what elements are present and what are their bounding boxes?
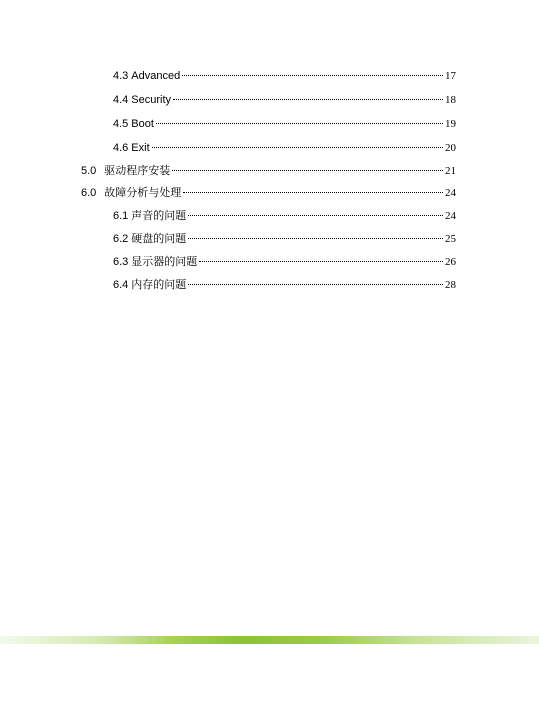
toc-entry-number: 6.3	[113, 256, 129, 268]
toc-entry-6-4[interactable]	[113, 277, 456, 293]
toc-entry-4-5[interactable]	[113, 116, 456, 132]
toc-entry-title: 故障分析与处理	[104, 186, 182, 199]
dot-leader	[182, 75, 443, 76]
toc-entry-6-0[interactable]	[81, 185, 456, 201]
toc-entry-6-3[interactable]	[113, 254, 456, 270]
toc-entry-page: 20	[445, 142, 456, 154]
toc-entry-title: Exit	[131, 142, 150, 154]
dot-leader	[172, 170, 443, 171]
toc-entry-6-1[interactable]	[113, 208, 456, 224]
toc-entry-title: 硬盘的问题	[131, 232, 187, 245]
dot-leader	[188, 284, 443, 285]
toc-entry-page: 25	[445, 233, 456, 245]
toc-entry-number: 6.0	[81, 187, 97, 199]
toc-entry-number: 6.4	[113, 279, 129, 291]
toc-entry-page: 26	[445, 256, 456, 268]
dot-leader	[156, 123, 443, 124]
toc-entry-title: Advanced	[131, 70, 181, 82]
toc-entry-title: Boot	[131, 118, 154, 130]
toc-entry-4-4[interactable]	[113, 92, 456, 108]
dot-leader	[188, 215, 443, 216]
dot-leader	[183, 192, 443, 193]
toc-entry-6-2[interactable]	[113, 231, 456, 247]
toc-entry-page: 17	[445, 70, 456, 82]
toc-entry-title: 显示器的问题	[131, 255, 198, 268]
toc-entry-number: 5.0	[81, 165, 97, 177]
dot-leader	[199, 261, 443, 262]
toc-entry-page: 24	[445, 210, 456, 222]
toc-entry-number: 6.2	[113, 233, 129, 245]
toc-entry-number: 4.5	[113, 118, 129, 130]
toc-entry-number: 4.4	[113, 94, 129, 106]
toc-entry-4-3[interactable]	[113, 68, 456, 84]
toc-entry-5-0[interactable]	[81, 163, 456, 179]
toc-entry-page: 21	[445, 165, 456, 177]
toc-entry-number: 4.6	[113, 142, 129, 154]
toc-entry-number: 4.3	[113, 70, 129, 82]
toc-entry-page: 24	[445, 187, 456, 199]
toc-entry-title: 声音的问题	[131, 209, 187, 222]
toc-entry-page: 28	[445, 279, 456, 291]
footer-gradient-band	[0, 636, 539, 644]
dot-leader	[188, 238, 443, 239]
toc-entry-number: 6.1	[113, 210, 129, 222]
toc-entry-title: 内存的问题	[131, 278, 187, 291]
toc-entry-page: 19	[445, 118, 456, 130]
toc-entry-title: Security	[131, 94, 172, 106]
dot-leader	[152, 147, 443, 148]
toc-entry-4-6[interactable]	[113, 140, 456, 156]
toc-entry-page: 18	[445, 94, 456, 106]
toc-entry-title: 驱动程序安装	[104, 164, 171, 177]
dot-leader	[173, 99, 443, 100]
